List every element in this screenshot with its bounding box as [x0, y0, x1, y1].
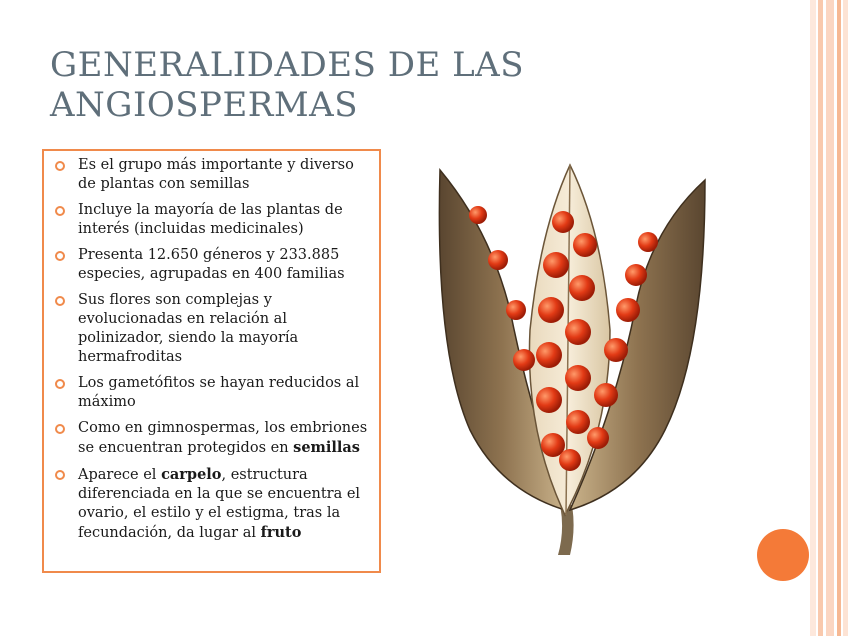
decor-circle [757, 529, 809, 581]
decor-stripe-1 [810, 0, 816, 636]
bullet-item: Como en gimnospermas, los embriones se encuentran protegidos en semillas [78, 419, 371, 458]
seed-pod-illustration [420, 160, 720, 560]
bullet-dot-icon [55, 206, 65, 216]
decor-stripe-2 [818, 0, 823, 636]
bullet-dot-icon [55, 379, 65, 389]
bullet-dot-icon [55, 470, 65, 480]
bullet-dot-icon [55, 296, 65, 306]
bullet-dot-icon [55, 251, 65, 261]
bullet-item: Incluye la mayoría de las plantas de interés (incluidas medicinales) [78, 201, 371, 239]
decor-stripe-3 [826, 0, 834, 636]
bullet-item: Aparece el carpelo, estructura diferenciada en la que se encuentra el ovario, el estilo y el estigma, tras la fecundación, da lugar al fruto [78, 465, 371, 543]
bullet-dot-icon [55, 424, 65, 434]
bullet-box [42, 149, 381, 573]
bullet-item: Presenta 12.650 géneros y 233.885 especies, agrupadas en 400 familias [78, 246, 371, 284]
decor-stripe-5 [843, 0, 848, 636]
bullet-item: Es el grupo más importante y diverso de plantas con semillas [78, 156, 371, 194]
bullet-item: Sus flores son complejas y evolucionadas en relación al polinizador, siendo la mayoría hermafroditas [78, 291, 371, 367]
bullet-dot-icon [55, 161, 65, 171]
bullet-item: Los gametófitos se hayan reducidos al máximo [78, 374, 371, 412]
decor-stripe-4 [837, 0, 841, 636]
slide-title: GENERALIDADES DE LAS ANGIOSPERMAS [50, 45, 525, 125]
bullet-list [78, 156, 371, 543]
